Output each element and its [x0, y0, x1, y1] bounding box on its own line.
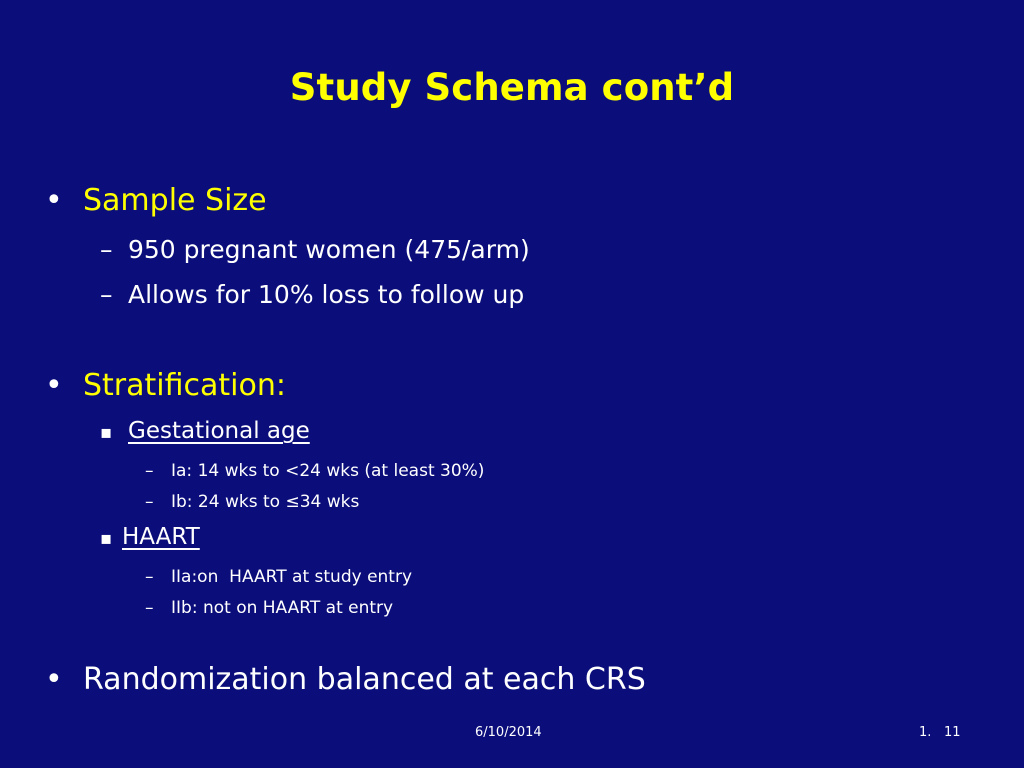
dash-marker: – [100, 280, 113, 309]
square-marker: ▪ [100, 528, 113, 549]
dash-marker: – [100, 235, 113, 264]
dash-marker: – [145, 492, 154, 512]
bullet-marker: • [45, 662, 63, 697]
square-marker: ▪ [100, 422, 113, 443]
footer-page-prefix: 1. [919, 725, 932, 740]
dash-marker: – [145, 461, 154, 481]
footer-date: 6/10/2014 [475, 725, 542, 740]
bullet-text: Randomization balanced at each CRS [83, 662, 646, 697]
bullet-marker: • [45, 368, 63, 403]
slide-title: Study Schema cont’d [289, 66, 735, 109]
sub-bullet-text: HAART [122, 524, 200, 550]
bullet-marker: • [45, 183, 63, 218]
detail-text: IIa:on HAART at study entry [171, 567, 413, 587]
sub-bullet-text: Allows for 10% loss to follow up [128, 280, 525, 309]
bullet-text: Stratification: [83, 368, 286, 403]
detail-text: Ia: 14 wks to <24 wks (at least 30%) [171, 461, 485, 481]
dash-marker: – [145, 598, 154, 618]
dash-marker: – [145, 567, 154, 587]
footer-page-number: 11 [944, 725, 961, 740]
sub-bullet-text: 950 pregnant women (475/arm) [128, 235, 530, 264]
detail-text: Ib: 24 wks to ≤34 wks [171, 492, 360, 512]
sub-bullet-text: Gestational age [128, 418, 310, 444]
bullet-text: Sample Size [83, 183, 267, 218]
detail-text: IIb: not on HAART at entry [171, 598, 394, 618]
